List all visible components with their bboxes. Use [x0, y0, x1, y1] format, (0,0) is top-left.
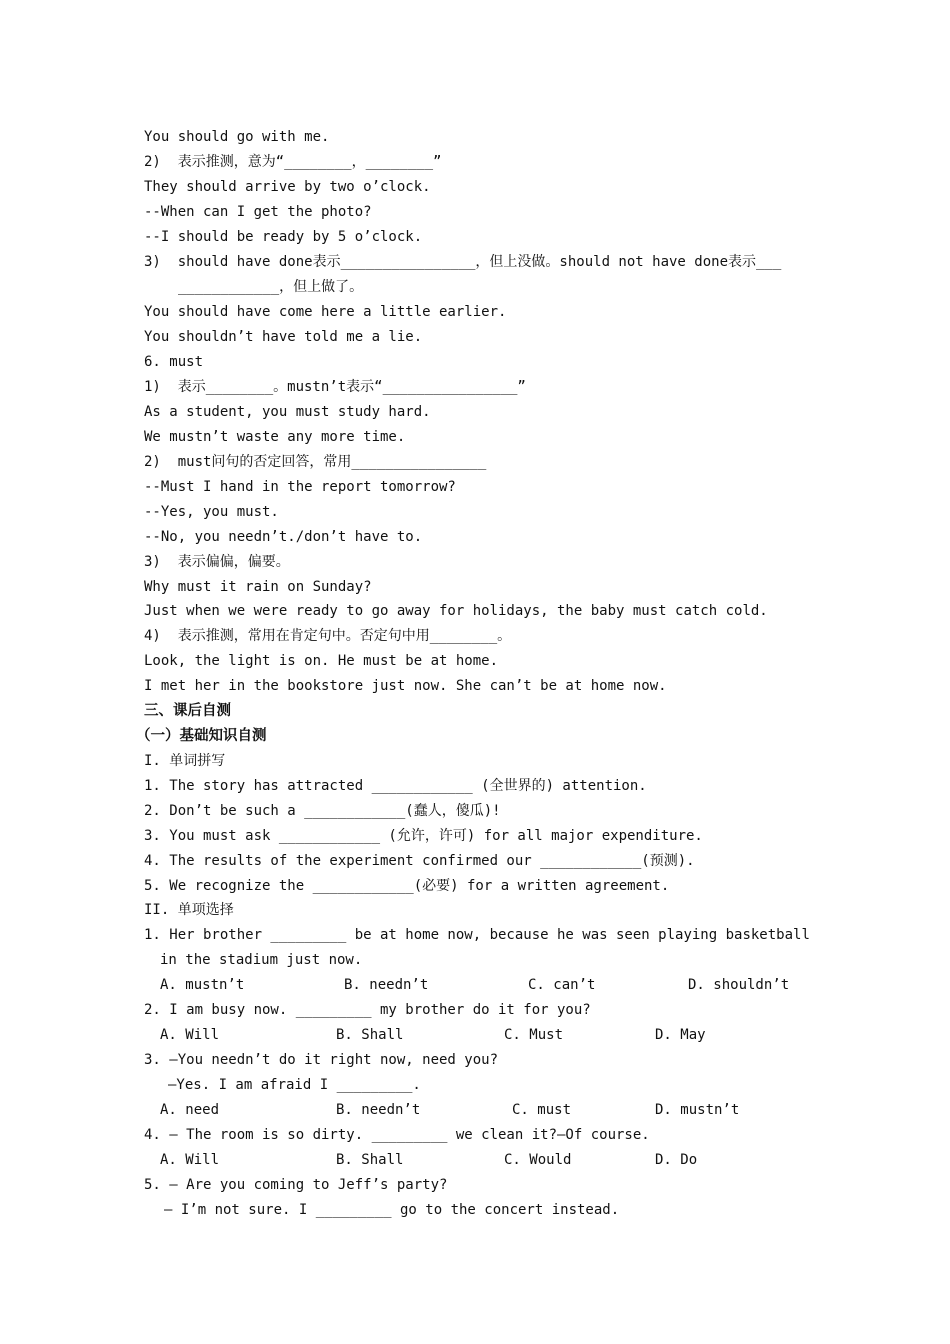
question-line: 3. You must ask ____________ (允许，许可) for all major expenditure. [144, 828, 703, 844]
question-line: 3. —You needn’t do it right now, need you? [144, 1052, 499, 1068]
text-line: 3) 表示偏偏，偏要。 [144, 554, 290, 570]
question-line: 5. – Are you coming to Jeff’s party? [144, 1177, 448, 1193]
text-line: 2) 表示推测，意为“________，________” [144, 154, 442, 170]
text-line: You should go with me. [144, 129, 330, 145]
text-line: We mustn’t waste any more time. [144, 429, 406, 445]
text-line: --Yes, you must. [144, 504, 279, 520]
option-b: B. Shall [336, 1152, 404, 1168]
option-c: C. Would [504, 1152, 572, 1168]
option-a: A. need [160, 1102, 220, 1118]
text-line: You shouldn’t have told me a lie. [144, 329, 423, 345]
text-line: ____________，但上做了。 [178, 279, 364, 295]
text-line: --When can I get the photo? [144, 204, 372, 220]
question-line: 1. The story has attracted ____________ (全世界的) attention. [144, 778, 647, 794]
question-line: 5. We recognize the ____________(必要) for a written agreement. [144, 878, 670, 894]
text-line: 1) 表示________。mustn’t表示“________________” [144, 379, 526, 395]
exercise-heading: II. 单项选择 [144, 902, 234, 918]
question-line: 4. The results of the experiment confirmed our ____________(预测). [144, 853, 695, 869]
text-line: Why must it rain on Sunday? [144, 579, 372, 595]
option-a: A. mustn’t [160, 977, 245, 993]
text-line: Just when we were ready to go away for holidays, the baby must catch cold. [144, 603, 768, 619]
question-line: in the stadium just now. [160, 952, 363, 968]
question-line: 2. I am busy now. _________ my brother do it for you? [144, 1002, 591, 1018]
option-a: A. Will [160, 1027, 220, 1043]
option-d: D. shouldn’t [688, 977, 790, 993]
text-line: You should have come here a little earlier. [144, 304, 507, 320]
option-a: A. Will [160, 1152, 220, 1168]
option-d: D. mustn’t [655, 1102, 740, 1118]
option-d: D. Do [655, 1152, 698, 1168]
option-b: B. needn’t [344, 977, 429, 993]
text-line: --I should be ready by 5 o’clock. [144, 229, 423, 245]
text-line: 4) 表示推测，常用在肯定句中。否定句中用________。 [144, 628, 512, 644]
text-line: --Must I hand in the report tomorrow? [144, 479, 456, 495]
exercise-heading: I. 单词拼写 [144, 753, 226, 769]
text-line: As a student, you must study hard. [144, 404, 431, 420]
text-line: Look, the light is on. He must be at home. [144, 653, 499, 669]
option-d: D. May [655, 1027, 706, 1043]
subsection-heading: （一）基础知识自测 [136, 728, 267, 744]
option-c: C. must [512, 1102, 572, 1118]
question-line: 4. – The room is so dirty. _________ we clean it?—Of course. [144, 1127, 650, 1143]
text-line: --No, you needn’t./don’t have to. [144, 529, 423, 545]
question-line: 1. Her brother _________ be at home now, because he was seen playing basketball [144, 927, 810, 943]
question-line: 2. Don’t be such a ____________(蠢人，傻瓜)! [144, 803, 501, 819]
option-b: B. needn’t [336, 1102, 421, 1118]
option-c: C. Must [504, 1027, 564, 1043]
question-line: – I’m not sure. I _________ go to the concert instead. [164, 1202, 620, 1218]
text-line: 2) must问句的否定回答，常用________________ [144, 454, 487, 470]
option-b: B. Shall [336, 1027, 404, 1043]
section-heading: 三、课后自测 [144, 703, 231, 719]
text-line: 3) should have done表示________________，但上没做。should not have done表示___ [144, 254, 782, 270]
text-line: I met her in the bookstore just now. She can’t be at home now. [144, 678, 667, 694]
question-line: —Yes. I am afraid I _________. [168, 1077, 421, 1093]
text-line: They should arrive by two o’clock. [144, 179, 431, 195]
option-c: C. can’t [528, 977, 596, 993]
text-line: 6. must [144, 354, 204, 370]
